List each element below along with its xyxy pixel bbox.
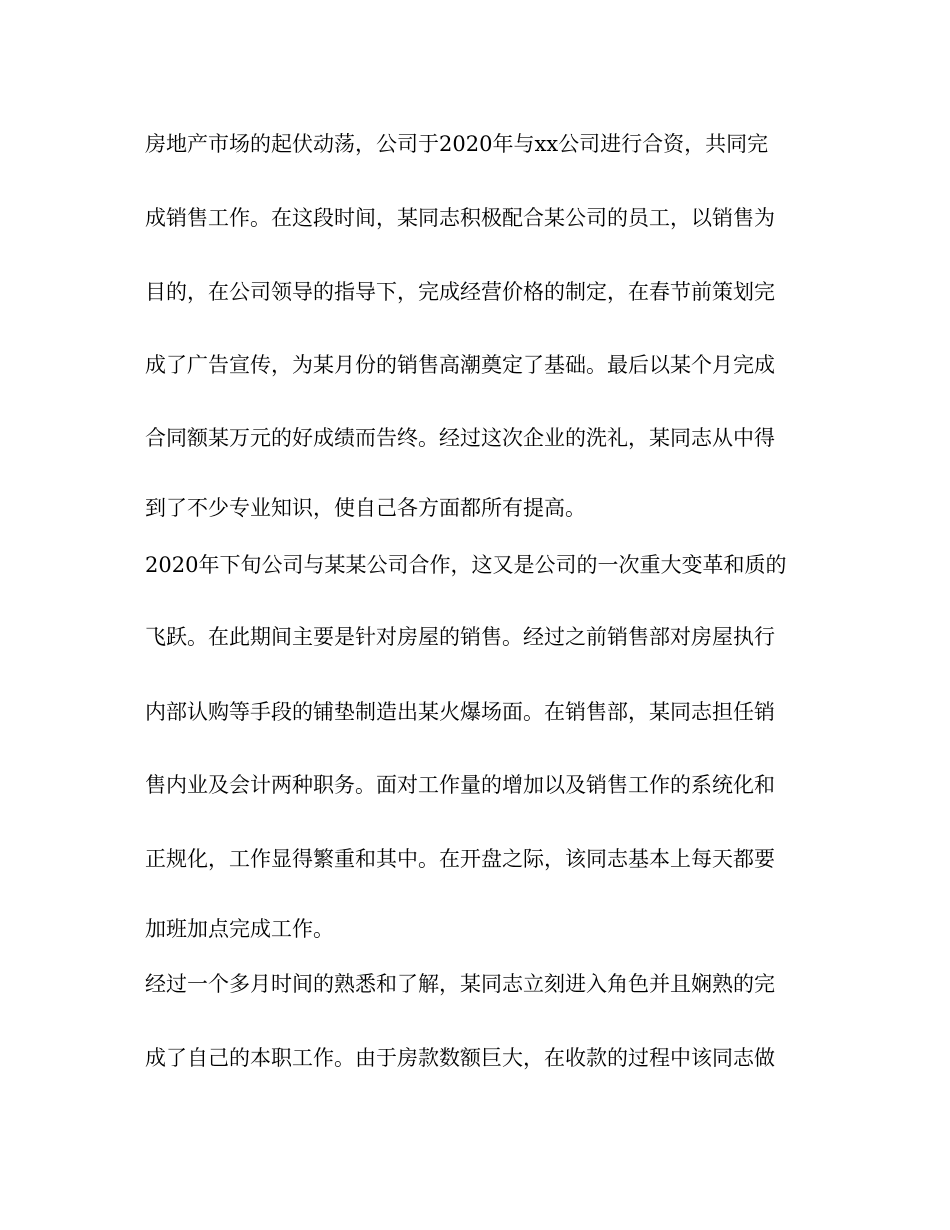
text-line: 内部认购等手段的铺垫制造出某火爆场面。在销售部，某同志担任销 bbox=[145, 700, 775, 724]
text-line: 合同额某万元的好成绩而告终。经过这次企业的洗礼，某同志从中得 bbox=[145, 426, 775, 450]
text-line: 正规化，工作显得繁重和其中。在开盘之际，该同志基本上每天都要 bbox=[145, 847, 775, 871]
text-line: 2020年下旬公司与某某公司合作，这又是公司的一次重大变革和质的 bbox=[145, 553, 787, 577]
text-line: 经过一个多月时间的熟悉和了解，某同志立刻进入角色并且娴熟的完 bbox=[145, 972, 775, 996]
text-line: 加班加点完成工作。 bbox=[145, 917, 334, 941]
text-line: 成销售工作。在这段时间，某同志积极配合某公司的员工，以销售为 bbox=[145, 206, 775, 230]
text-line: 目的，在公司领导的指导下，完成经营价格的制定，在春节前策划完 bbox=[145, 280, 775, 304]
text-line: 售内业及会计两种职务。面对工作量的增加以及销售工作的系统化和 bbox=[145, 773, 775, 797]
text-line: 成了自己的本职工作。由于房款数额巨大，在收款的过程中该同志做 bbox=[145, 1046, 775, 1070]
text-line: 飞跃。在此期间主要是针对房屋的销售。经过之前销售部对房屋执行 bbox=[145, 625, 775, 649]
text-line: 成了广告宣传，为某月份的销售高潮奠定了基础。最后以某个月完成 bbox=[145, 353, 775, 377]
text-line: 到了不少专业知识，使自己各方面都所有提高。 bbox=[145, 496, 586, 520]
text-line: 房地产市场的起伏动荡，公司于2020年与xx公司进行合资，共同完 bbox=[145, 132, 769, 156]
